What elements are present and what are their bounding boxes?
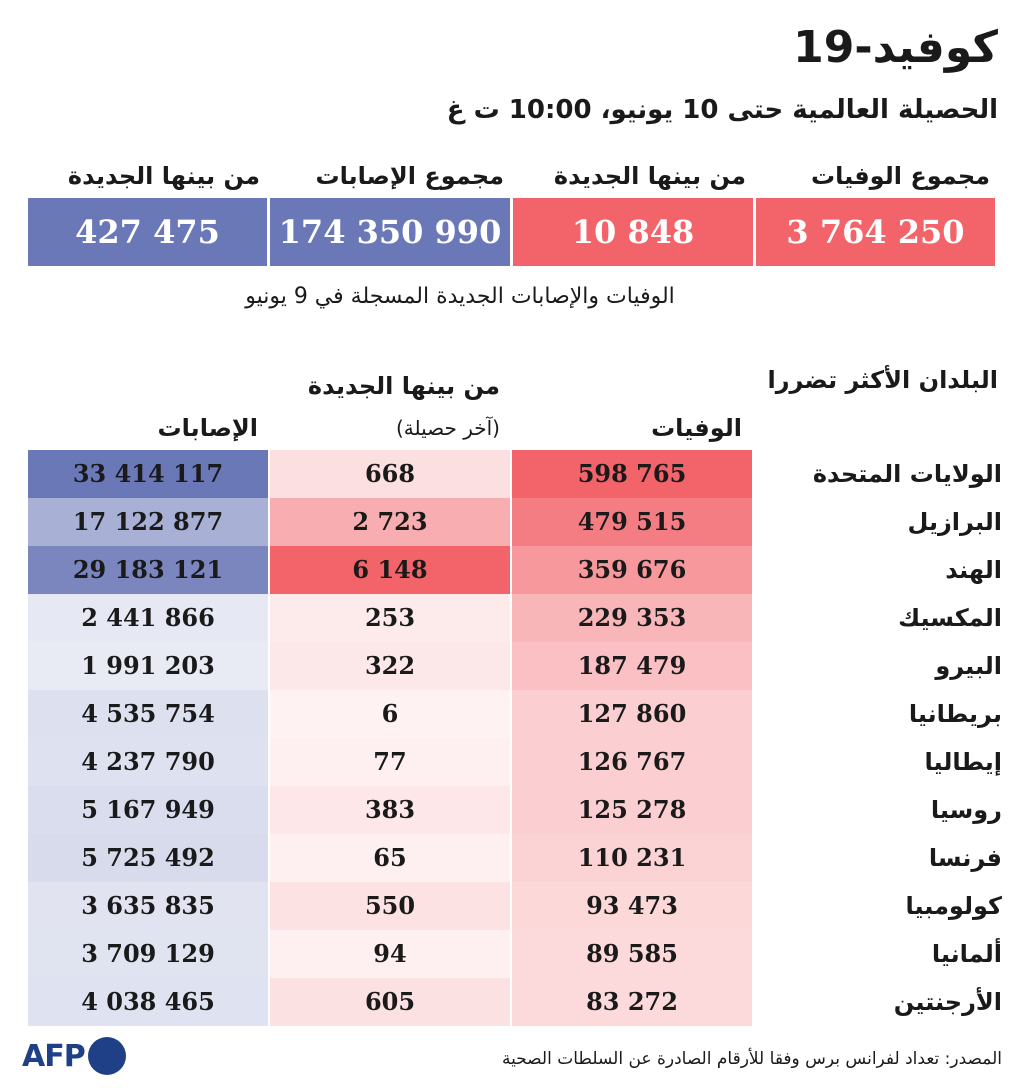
table-row	[28, 594, 1002, 642]
deaths-cell: 127 860	[512, 690, 752, 738]
new-deaths-cell: 65	[270, 834, 510, 882]
table-row	[28, 450, 1002, 498]
new-deaths-cell: 6 148	[270, 546, 510, 594]
new-deaths-cell: 2 723	[270, 498, 510, 546]
table-row	[28, 642, 1002, 690]
deaths-cell: 110 231	[512, 834, 752, 882]
cases-cell: 5 725 492	[28, 834, 268, 882]
country-name: فرنسا	[928, 844, 1002, 872]
country-name: كولومبيا	[905, 892, 1002, 920]
cases-cell: 29 183 121	[28, 546, 268, 594]
deaths-cell: 83 272	[512, 978, 752, 1026]
total-deaths-box: 3 764 250	[756, 198, 995, 266]
table-row	[28, 834, 1002, 882]
country-name: ألمانيا	[931, 940, 1002, 968]
afp-logo	[22, 1036, 126, 1076]
cases-cell: 4 237 790	[28, 738, 268, 786]
countries-heading: البلدان الأكثر تضررا	[767, 366, 998, 394]
total-new-deaths-box: 10 848	[513, 198, 753, 266]
new-deaths-cell: 6	[270, 690, 510, 738]
new-deaths-cell: 322	[270, 642, 510, 690]
countries-table	[28, 450, 1002, 1026]
new-deaths-cell: 253	[270, 594, 510, 642]
new-deaths-cell: 77	[270, 738, 510, 786]
new-column-subheader: (آخر حصيلة)	[395, 416, 500, 440]
deaths-column-header: الوفيات	[651, 414, 742, 442]
deaths-cell: 126 767	[512, 738, 752, 786]
new-deaths-cell: 668	[270, 450, 510, 498]
table-row	[28, 978, 1002, 1026]
cases-cell: 4 038 465	[28, 978, 268, 1026]
table-row	[28, 498, 1002, 546]
deaths-cell: 187 479	[512, 642, 752, 690]
total-new-deaths-label: من بينها الجديدة	[553, 162, 746, 190]
page-subtitle: الحصيلة العالمية حتى 10 يونيو، 10:00 ت غ	[446, 95, 998, 125]
country-name: روسيا	[930, 796, 1002, 824]
cases-cell: 33 414 117	[28, 450, 268, 498]
total-cases-label: مجموع الإصابات	[315, 162, 504, 190]
total-new-cases-box: 427 475	[28, 198, 267, 266]
total-cases-box: 174 350 990	[270, 198, 510, 266]
deaths-cell: 598 765	[512, 450, 752, 498]
new-deaths-cell: 605	[270, 978, 510, 1026]
country-name: الأرجنتين	[893, 988, 1002, 1016]
deaths-cell: 125 278	[512, 786, 752, 834]
table-row	[28, 930, 1002, 978]
new-deaths-cell: 94	[270, 930, 510, 978]
afp-logo-text: AFP	[22, 1038, 85, 1074]
new-group-header: من بينها الجديدة	[307, 372, 500, 400]
cases-cell: 17 122 877	[28, 498, 268, 546]
country-name: الولايات المتحدة	[812, 460, 1002, 488]
afp-logo-dot-icon	[88, 1037, 126, 1075]
country-name: بريطانيا	[908, 700, 1002, 728]
cases-cell: 2 441 866	[28, 594, 268, 642]
table-row	[28, 786, 1002, 834]
table-row	[28, 882, 1002, 930]
new-figures-note: الوفيات والإصابات الجديدة المسجلة في 9 يونيو	[245, 284, 675, 309]
country-name: الهند	[945, 556, 1002, 584]
source-note: المصدر: تعداد لفرانس برس وفقا للأرقام الصادرة عن السلطات الصحية	[501, 1049, 1002, 1069]
cases-cell: 3 709 129	[28, 930, 268, 978]
new-deaths-cell: 383	[270, 786, 510, 834]
table-row	[28, 546, 1002, 594]
page-title: كوفيد-19	[793, 22, 998, 73]
table-row	[28, 738, 1002, 786]
new-deaths-cell: 550	[270, 882, 510, 930]
cases-cell: 1 991 203	[28, 642, 268, 690]
deaths-cell: 93 473	[512, 882, 752, 930]
deaths-cell: 229 353	[512, 594, 752, 642]
country-name: إيطاليا	[924, 748, 1002, 776]
total-deaths-label: مجموع الوفيات	[811, 162, 990, 190]
country-name: المكسيك	[898, 604, 1002, 632]
cases-cell: 5 167 949	[28, 786, 268, 834]
cases-cell: 3 635 835	[28, 882, 268, 930]
table-row	[28, 690, 1002, 738]
country-name: البيرو	[935, 652, 1002, 680]
total-new-cases-label: من بينها الجديدة	[67, 162, 260, 190]
deaths-cell: 89 585	[512, 930, 752, 978]
cases-column-header: الإصابات	[157, 414, 258, 442]
country-name: البرازيل	[907, 508, 1002, 536]
cases-cell: 4 535 754	[28, 690, 268, 738]
deaths-cell: 359 676	[512, 546, 752, 594]
deaths-cell: 479 515	[512, 498, 752, 546]
